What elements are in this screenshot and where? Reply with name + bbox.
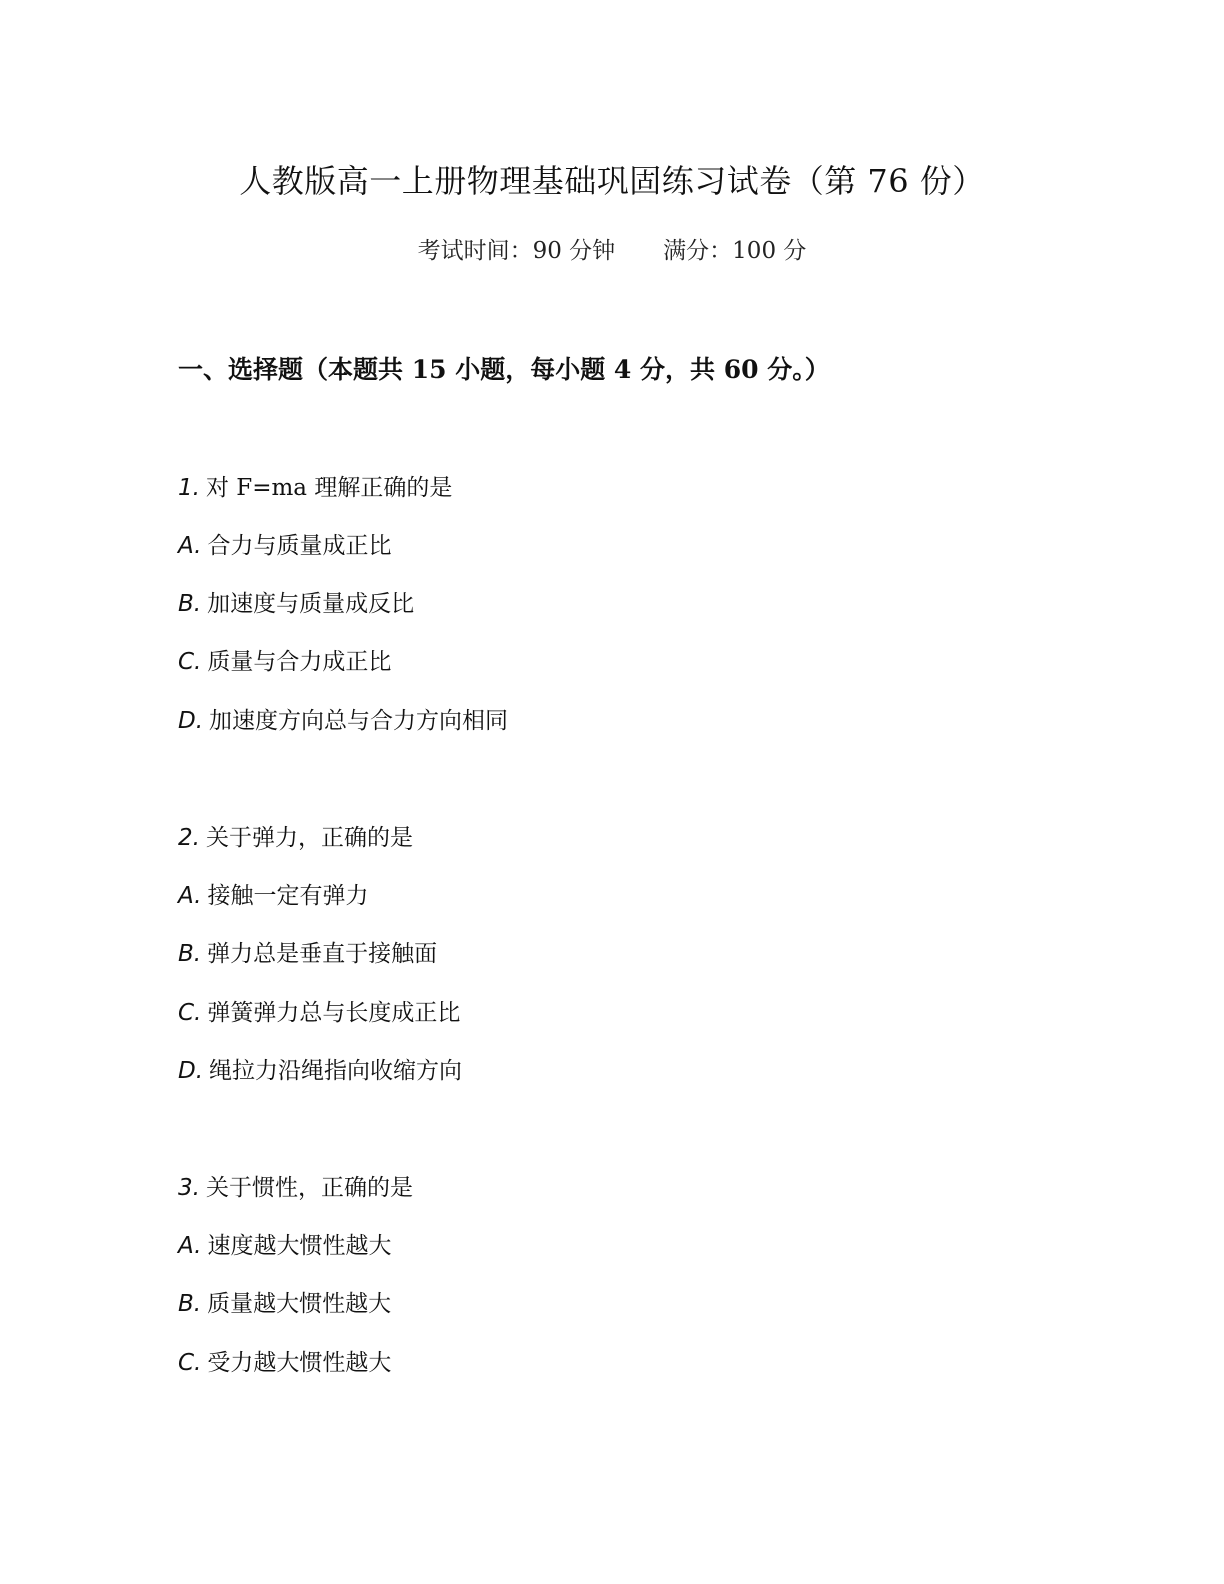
exam-time: 考试时间：90 分钟 bbox=[417, 238, 616, 264]
exam-title: 人教版高一上册物理基础巩固练习试卷（第 76 份） bbox=[239, 162, 985, 200]
option-label: A. bbox=[178, 1233, 202, 1259]
question-text: 关于惯性，正确的是 bbox=[205, 1175, 413, 1201]
question-number: 3. bbox=[178, 1175, 200, 1201]
question-1-option-c bbox=[178, 644, 391, 680]
option-text: 绳拉力沿绳指向收缩方向 bbox=[209, 1058, 463, 1084]
exam-info bbox=[0, 234, 1224, 268]
section-heading: 一、选择题（本题共 15 小题，每小题 4 分，共 60 分。） bbox=[178, 355, 830, 384]
option-text: 弹簧弹力总与长度成正比 bbox=[207, 1000, 461, 1026]
question-number: 1. bbox=[178, 475, 200, 501]
question-2-option-d bbox=[178, 1053, 462, 1089]
option-text: 受力越大惯性越大 bbox=[207, 1350, 392, 1376]
option-text: 质量越大惯性越大 bbox=[207, 1291, 392, 1317]
option-label: D. bbox=[178, 708, 204, 734]
option-label: A. bbox=[178, 883, 202, 909]
exam-score: 满分：100 分 bbox=[663, 238, 807, 264]
option-text: 质量与合力成正比 bbox=[207, 649, 392, 675]
option-label: B. bbox=[178, 1291, 202, 1317]
option-text: 接触一定有弹力 bbox=[207, 883, 369, 909]
question-1-option-b bbox=[178, 586, 414, 622]
option-text: 速度越大惯性越大 bbox=[207, 1233, 392, 1259]
question-1-stem bbox=[178, 470, 452, 506]
option-label: B. bbox=[178, 591, 202, 617]
question-2-stem bbox=[178, 820, 413, 856]
option-label: C. bbox=[178, 1000, 202, 1026]
option-text: 加速度方向总与合力方向相同 bbox=[209, 708, 509, 734]
option-text: 加速度与质量成反比 bbox=[207, 591, 415, 617]
question-3-stem bbox=[178, 1170, 413, 1206]
question-2-option-a bbox=[178, 878, 368, 914]
question-2-option-c bbox=[178, 995, 460, 1031]
question-2-option-b bbox=[178, 936, 437, 972]
option-label: C. bbox=[178, 649, 202, 675]
question-3-option-c bbox=[178, 1345, 391, 1381]
option-text: 合力与质量成正比 bbox=[207, 533, 392, 559]
option-text: 弹力总是垂直于接触面 bbox=[207, 941, 438, 967]
question-3-option-a bbox=[178, 1228, 391, 1264]
question-3-option-b bbox=[178, 1286, 391, 1322]
option-label: B. bbox=[178, 941, 202, 967]
option-label: A. bbox=[178, 533, 202, 559]
option-label: D. bbox=[178, 1058, 204, 1084]
question-1-option-a bbox=[178, 528, 391, 564]
question-text: 关于弹力，正确的是 bbox=[205, 825, 413, 851]
question-1-option-d bbox=[178, 703, 508, 739]
question-number: 2. bbox=[178, 825, 200, 851]
question-text: 对 F=ma 理解正确的是 bbox=[205, 475, 453, 501]
option-label: C. bbox=[178, 1350, 202, 1376]
